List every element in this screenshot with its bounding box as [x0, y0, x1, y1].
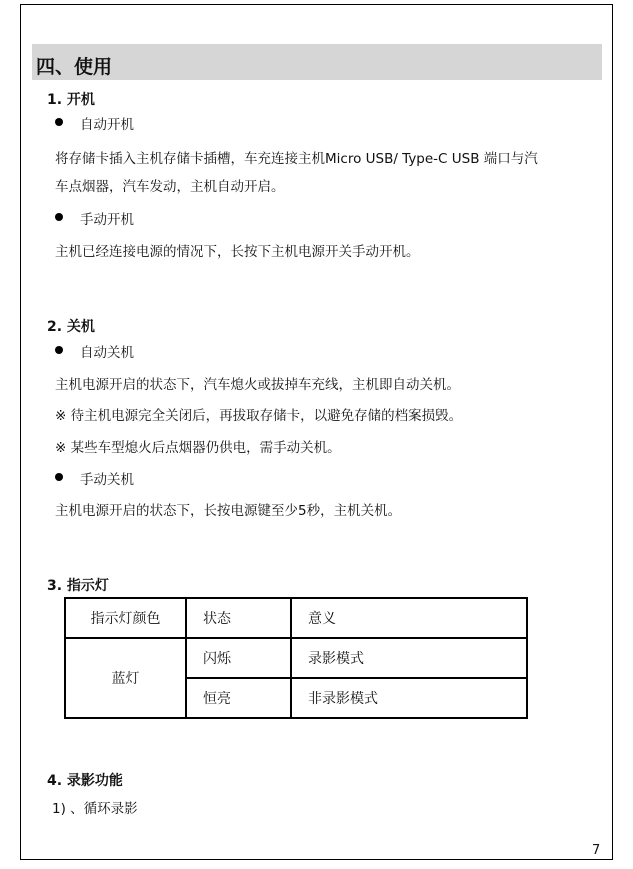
auto-power-on-label: 自动开机	[80, 117, 134, 133]
section-header-bar	[32, 44, 602, 80]
bullet-icon	[55, 213, 63, 221]
header-color: 指示灯颜色	[65, 598, 186, 638]
manual-power-off-label: 手动关机	[80, 472, 134, 488]
table-header-row	[65, 598, 527, 638]
loop-recording-item: 1) 、循环录影	[52, 801, 138, 817]
bullet-icon	[55, 473, 63, 481]
header-state: 状态	[186, 598, 291, 638]
manual-power-on-label: 手动开机	[80, 212, 134, 228]
cell-state: 闪烁	[186, 638, 291, 678]
note-manual-off: ※ 某些车型熄火后点烟器仍供电，需手动关机。	[55, 440, 341, 456]
manual-power-off-text: 主机电源开启的状态下，长按电源键至少5秒，主机关机。	[55, 503, 402, 519]
auto-power-off-label: 自动关机	[80, 345, 134, 361]
section-title: 四、使用	[36, 56, 113, 78]
cell-color-blue: 蓝灯	[65, 638, 186, 718]
header-meaning: 意义	[291, 598, 527, 638]
page-number: 7	[592, 843, 601, 858]
cell-meaning: 非录影模式	[291, 678, 527, 718]
auto-power-off-text: 主机电源开启的状态下，汽车熄火或拔掉车充线，主机即自动关机。	[55, 377, 460, 393]
heading-power-off: 2. 关机	[47, 319, 95, 335]
heading-power-on: 1. 开机	[47, 92, 95, 108]
auto-power-on-text-line1: 将存储卡插入主机存储卡插槽，车充连接主机Micro USB/ Type-C USB 端口与汽	[55, 151, 538, 167]
cell-state: 恒亮	[186, 678, 291, 718]
heading-recording: 4. 录影功能	[47, 773, 123, 789]
manual-power-on-text: 主机已经连接电源的情况下，长按下主机电源开关手动开机。	[55, 244, 420, 260]
note-remove-card: ※ 待主机电源完全关闭后，再拔取存储卡，以避免存储的档案损毁。	[55, 408, 463, 424]
indicator-table	[64, 597, 528, 719]
auto-power-on-text-line2: 车点烟器，汽车发动，主机自动开启。	[55, 179, 285, 195]
bullet-icon	[55, 118, 63, 126]
table-row	[65, 638, 527, 678]
heading-indicator: 3. 指示灯	[47, 578, 109, 594]
bullet-icon	[55, 346, 63, 354]
cell-meaning: 录影模式	[291, 638, 527, 678]
